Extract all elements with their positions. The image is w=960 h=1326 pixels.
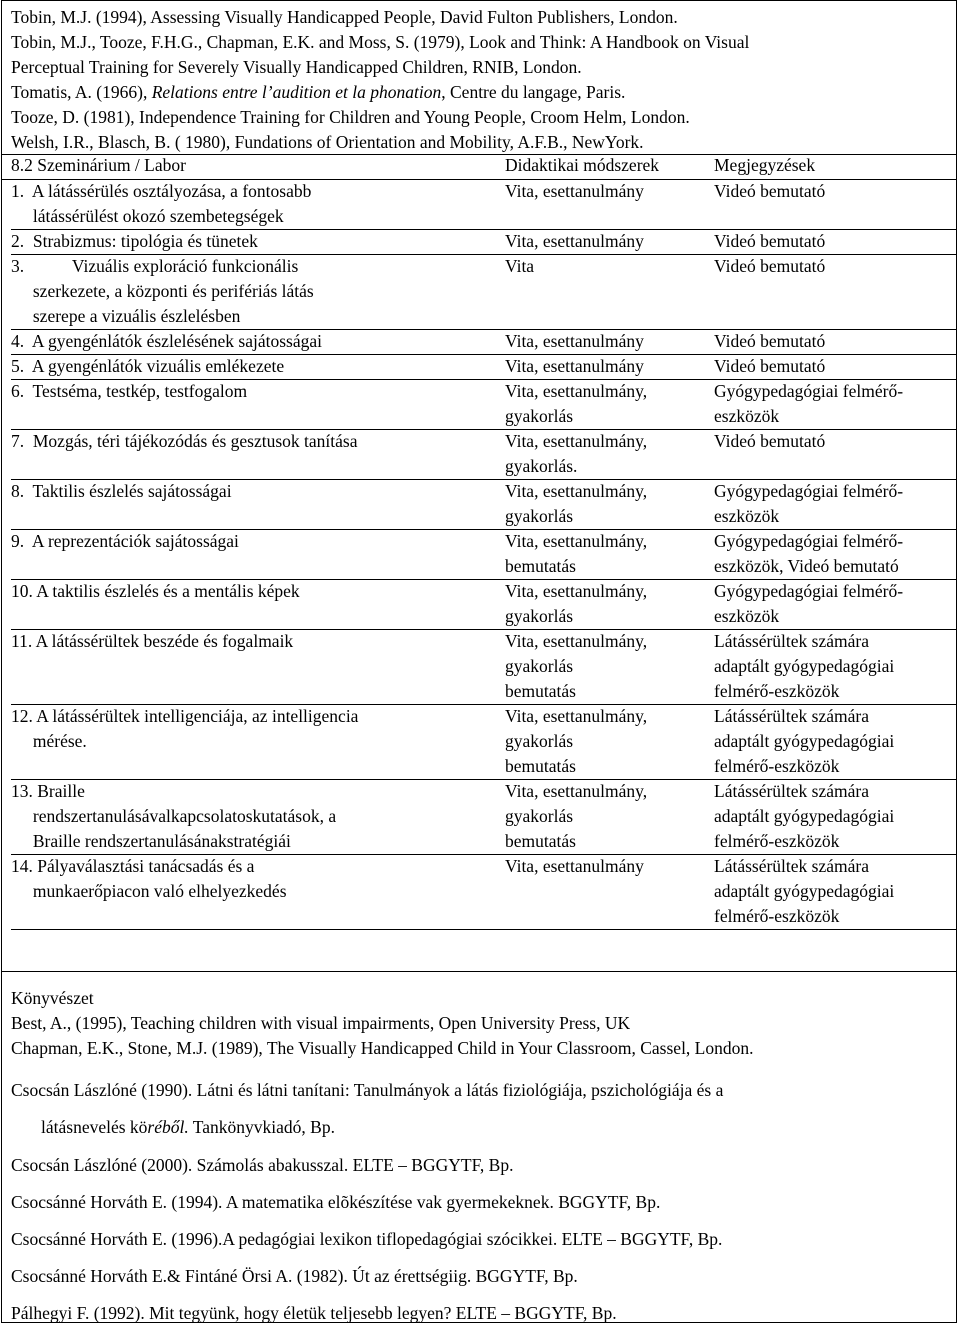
note-cell	[714, 529, 959, 579]
topic-cell-line: 14. Pályaválasztási tanácsadás és a	[11, 856, 255, 876]
topic-cell	[11, 229, 501, 254]
topic-cell-line: mérése.	[11, 731, 87, 751]
topic-cell-line: 2. Strabizmus: tipológia és tünetek	[11, 231, 258, 251]
note-cell-line: eszközök	[714, 506, 780, 526]
bibliography	[11, 986, 946, 1326]
topic-cell	[11, 479, 501, 504]
note-cell-line: Látássérültek számára	[714, 856, 869, 876]
method-cell-line: gyakorlás	[505, 506, 574, 526]
method-cell-line: Vita, esettanulmány,	[505, 781, 648, 801]
method-cell	[505, 854, 715, 879]
method-cell-line: bemutatás	[505, 556, 576, 576]
reference-text: , Centre du langage, Paris.	[441, 82, 626, 102]
note-cell	[714, 479, 959, 529]
note-cell	[714, 429, 959, 454]
table-row	[11, 429, 956, 479]
note-cell	[714, 229, 959, 254]
note-cell-line: Látássérültek számára	[714, 781, 869, 801]
method-cell	[505, 579, 715, 629]
note-cell	[714, 579, 959, 629]
note-cell	[714, 179, 959, 204]
table-row	[11, 854, 956, 929]
bibliography-heading: Könyvészet	[11, 988, 94, 1008]
topic-cell	[11, 854, 501, 904]
table-row	[11, 354, 956, 379]
header-seminar: 8.2 Szeminárium / Labor	[11, 155, 186, 175]
method-cell-line: Vita, esettanulmány,	[505, 381, 648, 401]
topic-cell-line: 11. A látássérültek beszéde és fogalmaik	[11, 631, 294, 651]
reference-italic-title: Relations entre l’audition et la phonation	[151, 82, 442, 102]
note-cell-line: adaptált gyógypedagógiai	[714, 806, 895, 826]
note-cell	[714, 854, 959, 929]
note-cell-line: Videó bemutató	[714, 431, 826, 451]
bibliography-item: Csocsánné Horváth E. (1996).A pedagógiai lexikon tiflopedagógiai szócikkei. ELTE – BGGYTF, Bp.	[11, 1229, 723, 1249]
table-row	[11, 479, 956, 529]
method-cell-line: gyakorlás	[505, 806, 574, 826]
topic-cell-line: 5. A gyengénlátók vizuális emlékezete	[11, 356, 285, 376]
section-divider	[2, 971, 956, 972]
topic-cell-line: 6. Testséma, testkép, testfogalom	[11, 381, 248, 401]
bibliography-item: Chapman, E.K., Stone, M.J. (1989), The Visually Handicapped Child in Your Classroom, Cassel, London.	[11, 1038, 754, 1058]
table-row	[11, 379, 956, 429]
method-cell-line: gyakorlás	[505, 731, 574, 751]
method-cell-line: gyakorlás.	[505, 456, 578, 476]
note-cell	[714, 379, 959, 429]
topic-cell	[11, 704, 501, 754]
topic-cell-line: 4. A gyengénlátók észlelésének sajátosságai	[11, 331, 323, 351]
note-cell-line: adaptált gyógypedagógiai	[714, 731, 895, 751]
topic-cell-line: szerepe a vizuális észlelésben	[11, 306, 241, 326]
bibliography-item-continued	[11, 1115, 946, 1140]
note-cell-line: Videó bemutató	[714, 256, 826, 276]
method-cell	[505, 704, 715, 779]
topic-cell-line: 8. Taktilis észlelés sajátosságai	[11, 481, 232, 501]
method-cell-line: Vita, esettanulmány,	[505, 706, 648, 726]
top-references	[2, 1, 956, 155]
bibliography-item: Csocsán Lászlóné (1990). Látni és látni tanítani: Tanulmányok a látás fiziológiája, pszichológiája és a	[11, 1080, 724, 1100]
topic-cell-line: rendszertanulásávalkapcsolatoskutatások, a	[11, 806, 337, 826]
topic-cell	[11, 779, 501, 854]
method-cell-line: gyakorlás	[505, 406, 574, 426]
table-row	[11, 229, 956, 254]
method-cell-line: Vita, esettanulmány	[505, 856, 644, 876]
note-cell-line: adaptált gyógypedagógiai	[714, 881, 895, 901]
reference-text: Tomatis, A. (1966),	[11, 82, 152, 102]
bibliography-text: Tankönyvkiadó, Bp.	[188, 1117, 335, 1137]
table-header-row	[11, 151, 956, 178]
topic-cell	[11, 354, 501, 379]
note-cell-line: eszközök	[714, 606, 780, 626]
method-cell-line: Vita, esettanulmány,	[505, 631, 648, 651]
method-cell	[505, 629, 715, 704]
note-cell-line: felmérő-eszközök	[714, 756, 840, 776]
topic-cell-line: 3. Vizuális exploráció funkcionális	[11, 256, 299, 276]
reference-line: Tooze, D. (1981), Independence Training for Children and Young People, Croom Helm, London.	[11, 107, 690, 127]
bibliography-item: Best, A., (1995), Teaching children with visual impairments, Open University Press, UK	[11, 1013, 631, 1033]
method-cell-line: Vita, esettanulmány,	[505, 581, 648, 601]
method-cell-line: Vita	[505, 256, 535, 276]
method-cell	[505, 529, 715, 579]
method-cell-line: Vita, esettanulmány,	[505, 531, 648, 551]
topic-cell-line: látássérülést okozó szembetegségek	[11, 206, 284, 226]
method-cell	[505, 354, 715, 379]
table-row	[11, 704, 956, 779]
note-cell-line: felmérő-eszközök	[714, 681, 840, 701]
note-cell-line: Videó bemutató	[714, 181, 826, 201]
method-cell	[505, 379, 715, 429]
bibliography-item: Csocsánné Horváth E.& Fintáné Örsi A. (1982). Út az érettségiig. BGGYTF, Bp.	[11, 1266, 578, 1286]
method-cell-line: Vita, esettanulmány,	[505, 431, 648, 451]
note-cell-line: Gyógypedagógiai felmérő-	[714, 481, 904, 501]
method-cell-line: bemutatás	[505, 831, 576, 851]
topic-cell	[11, 254, 501, 329]
topic-cell-line: 13. Braille	[11, 781, 85, 801]
note-cell	[714, 329, 959, 354]
note-cell	[714, 354, 959, 379]
note-cell-line: felmérő-eszközök	[714, 831, 840, 851]
reference-line: Tobin, M.J., Tooze, F.H.G., Chapman, E.K. and Moss, S. (1979), Look and Think: A Handbook on Visual	[11, 32, 750, 52]
table-row	[11, 329, 956, 354]
topic-cell-line: 9. A reprezentációk sajátosságai	[11, 531, 239, 551]
table-row	[11, 254, 956, 329]
note-cell	[714, 704, 959, 779]
bibliography-italic-text: réből.	[147, 1117, 189, 1137]
table-row	[11, 529, 956, 579]
note-cell-line: eszközök	[714, 406, 780, 426]
table-row	[11, 579, 956, 629]
topic-cell	[11, 529, 501, 554]
document-page	[1, 0, 957, 1323]
note-cell-line: Videó bemutató	[714, 231, 826, 251]
reference-line	[11, 80, 956, 105]
method-cell-line: Vita, esettanulmány	[505, 331, 644, 351]
topic-cell-line: 1. A látássérülés osztályozása, a fontosabb	[11, 181, 312, 201]
topic-cell-line: Braille rendszertanulásánakstratégiái	[11, 831, 291, 851]
method-cell-line: bemutatás	[505, 681, 576, 701]
bibliography-item: Csocsánné Horváth E. (1994). A matematika elõkészítése vak gyermekeknek. BGGYTF, Bp.	[11, 1192, 661, 1212]
table-row	[11, 629, 956, 704]
method-cell	[505, 779, 715, 854]
topic-cell-line: 12. A látássérültek intelligenciája, az intelligencia	[11, 706, 359, 726]
note-cell	[714, 779, 959, 854]
method-cell-line: Vita, esettanulmány	[505, 231, 644, 251]
topic-cell	[11, 379, 501, 404]
header-methods: Didaktikai módszerek	[505, 155, 660, 175]
method-cell	[505, 229, 715, 254]
method-cell-line: Vita, esettanulmány	[505, 356, 644, 376]
note-cell	[714, 629, 959, 704]
note-cell-line: Látássérültek számára	[714, 706, 869, 726]
note-cell-line: Gyógypedagógiai felmérő-	[714, 531, 904, 551]
note-cell-line: Látássérültek számára	[714, 631, 869, 651]
note-cell-line: felmérő-eszközök	[714, 906, 840, 926]
method-cell	[505, 479, 715, 529]
note-cell-line: Gyógypedagógiai felmérő-	[714, 381, 904, 401]
method-cell-line: gyakorlás	[505, 606, 574, 626]
method-cell	[505, 254, 715, 279]
method-cell-line: Vita, esettanulmány	[505, 181, 644, 201]
method-cell-line: Vita, esettanulmány,	[505, 481, 648, 501]
bibliography-text: látásnevelés kö	[41, 1117, 148, 1137]
note-cell-line: Videó bemutató	[714, 356, 826, 376]
topic-cell	[11, 429, 501, 454]
table-row	[11, 779, 956, 854]
method-cell	[505, 179, 715, 204]
topic-cell	[11, 629, 501, 654]
note-cell-line: Gyógypedagógiai felmérő-	[714, 581, 904, 601]
row-border	[11, 929, 956, 930]
method-cell	[505, 329, 715, 354]
method-cell	[505, 429, 715, 479]
note-cell	[714, 254, 959, 279]
reference-line: Tobin, M.J. (1994), Assessing Visually Handicapped People, David Fulton Publishers, London.	[11, 7, 678, 27]
method-cell-line: gyakorlás	[505, 656, 574, 676]
note-cell-line: eszközök, Videó bemutató	[714, 556, 899, 576]
topic-cell-line: munkaerőpiacon való elhelyezkedés	[11, 881, 287, 901]
note-cell-line: Videó bemutató	[714, 331, 826, 351]
topic-cell	[11, 329, 501, 354]
note-cell-line: adaptált gyógypedagógiai	[714, 656, 895, 676]
topic-cell-line: 7. Mozgás, téri tájékozódás és gesztusok tanítása	[11, 431, 358, 451]
method-cell-line: bemutatás	[505, 756, 576, 776]
bibliography-item: Pálhegyi F. (1992). Mit tegyünk, hogy életük teljesebb legyen? ELTE – BGGYTF, Bp.	[11, 1303, 617, 1323]
topic-cell-line: 10. A taktilis észlelés és a mentális képek	[11, 581, 300, 601]
reference-line: Perceptual Training for Severely Visually Handicapped Children, RNIB, London.	[11, 57, 582, 77]
header-notes: Megjegyzések	[714, 155, 816, 175]
topic-cell	[11, 579, 501, 604]
topic-cell-line: szerkezete, a központi és perifériás látás	[11, 281, 314, 301]
topic-cell	[11, 179, 501, 229]
bibliography-item: Csocsán Lászlóné (2000). Számolás abakusszal. ELTE – BGGYTF, Bp.	[11, 1155, 514, 1175]
reference-line: Welsh, I.R., Blasch, B. ( 1980), Fundations of Orientation and Mobility, A.F.B., NewYork.	[11, 132, 644, 152]
table-row	[11, 179, 956, 229]
